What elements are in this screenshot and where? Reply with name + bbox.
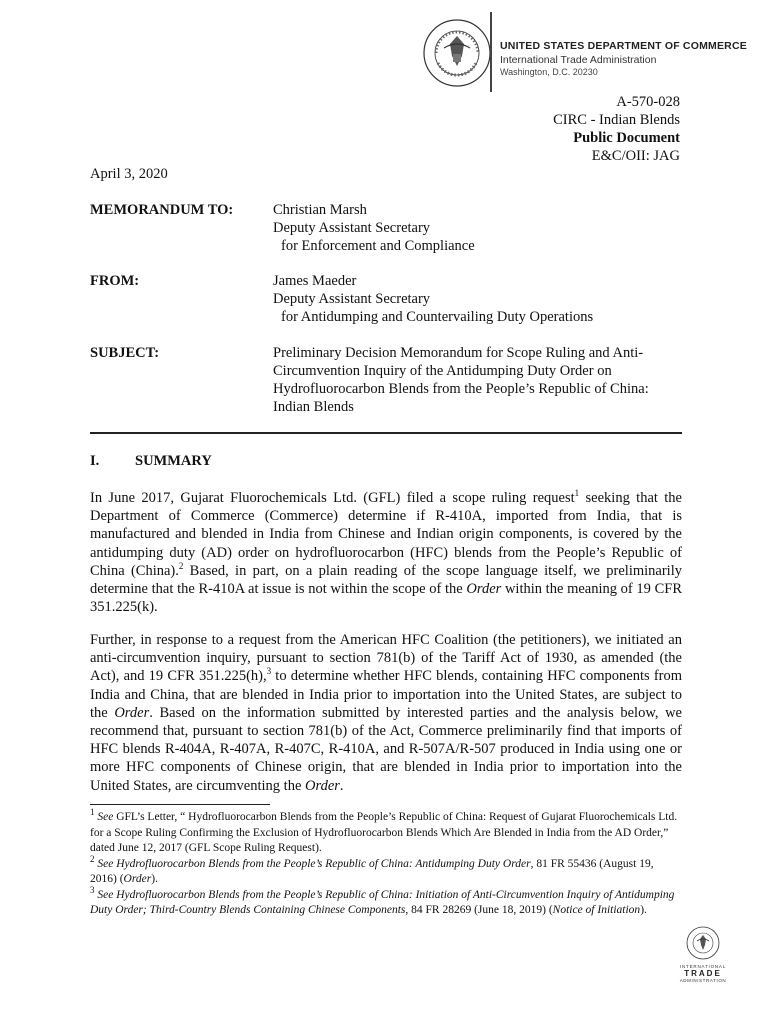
footnote-3-citation: See Hydrofluorocarbon Blends from the People’s Republic of China: Initiation of Anti-Circumvention Inquiry of Antidumping Duty Order; Third-Country Blends Containing Chinese Components (90, 888, 675, 916)
para2-text-c: . Based on the information submitted by interested parties and the analysis below, we recommend that, pursuant to section 781(b) of the Act, Commerce preliminarily find that imports of HFC blends R-404A, R-407A, R-407C, R-410A, and R-507A/R-507 produced in India using one or more HFC components of Chinese origin, that are blended in India prior to importation into the United States, are circumventing the (90, 704, 682, 794)
agency-address: Washington, D.C. 20230 (500, 67, 598, 77)
footnote-1-text: GFL’s Letter, “ Hydrofluorocarbon Blends from the People’s Republic of China: Request of Gujarat Fluorochemicals Ltd. for a Scope Ruling Confirming the Exclusion of Hydrofluorocarbon Blends Which Are Blended in India from the AD Order,” dated June 12, 2017 (GFL Scope Ruling Request). (90, 811, 678, 854)
footnote-1 (90, 807, 682, 857)
footnotes (90, 807, 682, 919)
memo-from-label: FROM: (90, 273, 140, 289)
reference-block (553, 93, 680, 165)
trade-logo-top: INTERNATIONAL (679, 964, 727, 969)
footnote-3-italic: Notice of Initiation (552, 904, 641, 916)
footnote-2-citation: See Hydrofluorocarbon Blends from the People’s Republic of China: Antidumping Duty Order (97, 857, 531, 870)
from-name: James Maeder (273, 273, 357, 289)
footnote-2-text: , 81 FR 55436 (August 19, 2016) ( (90, 857, 654, 885)
footnote-1-number: 1 (90, 807, 95, 818)
memo-date: April 3, 2020 (90, 166, 168, 182)
commerce-seal-small-icon (686, 926, 720, 960)
footnote-ref-3[interactable]: 3 (266, 666, 272, 677)
memo-subject-label: SUBJECT: (90, 345, 160, 361)
para2-order-italic: Order (114, 704, 150, 721)
para1-text-d: within the meaning of 19 CFR 351.225(k). (90, 581, 683, 616)
from-title: Deputy Assistant Secretary (273, 291, 431, 307)
para1-text-c: Based, in part, on a plain reading of the scope language itself, we preliminarily determine that the R-410A at issue is not within the scope of the (90, 562, 682, 598)
footnote-1-see: See (97, 811, 114, 823)
document-designation: Public Document (573, 130, 680, 146)
letterhead (418, 12, 747, 92)
footnote-2-number: 2 (90, 853, 95, 864)
footnote-2-italic: Order (123, 873, 152, 885)
para2-order-italic-end: Order (305, 777, 340, 794)
inquiry-name: CIRC - Indian Blends (553, 112, 680, 128)
para1-text-b: seeking that the Department of Commerce (Commerce) determine if R-410A, imported from India, that is manufactured and blended in India from Chinese and Indian origin components, is covered by the antidumping duty (AD) order on hydrofluorocarbon (HFC) blends from the People’s Republic of China (China). (90, 490, 682, 579)
footnote-ref-1[interactable]: 1 (574, 488, 580, 499)
para2-text-d: . (339, 777, 344, 794)
memo-to-value (273, 201, 693, 255)
para1-text-a: In June 2017, Gujarat Fluorochemicals Ltd. (GFL) filed a scope ruling request (90, 490, 575, 506)
para2-text-a: Further, in response to a request from the American HFC Coalition (the petitioners), we initiated an anti-circumvention inquiry, pursuant to section 781(b) of the Tariff Act of 1930, as amended (the Act), and 19 CFR 351.225(h), (90, 632, 682, 685)
office-code: E&C/OII: JAG (591, 148, 680, 164)
section-title: SUMMARY (135, 453, 212, 469)
summary-paragraph-2 (90, 631, 682, 795)
to-title: Deputy Assistant Secretary (273, 220, 431, 236)
footnote-2-end: ). (151, 873, 158, 885)
letterhead-text (500, 40, 747, 77)
ita-trade-logo (678, 926, 728, 996)
footnote-3 (90, 884, 682, 919)
department-of-commerce-seal-icon (422, 18, 492, 88)
to-name: Christian Marsh (273, 202, 367, 218)
footnote-ref-2[interactable]: 2 (178, 560, 184, 571)
agency-name: International Trade Administration (500, 54, 657, 66)
footnote-3-end: ). (640, 904, 647, 916)
department-name: UNITED STATES DEPARTMENT OF COMMERCE (500, 40, 747, 52)
memo-subject-value: Preliminary Decision Memorandum for Scope Ruling and Anti-Circumvention Inquiry of the Antidumping Duty Order on Hydrofluorocarbon Blends from the People’s Republic of China: Indian Blends (273, 345, 649, 415)
summary-paragraph-1 (90, 489, 682, 616)
trade-logo-word: TRADE (684, 969, 722, 978)
footnote-2 (90, 853, 682, 888)
memo-from-value (273, 272, 693, 326)
letterhead-divider (490, 12, 492, 92)
memo-to-label: MEMORANDUM TO: (90, 202, 234, 218)
header-divider (90, 432, 682, 434)
from-subtitle: for Antidumping and Countervailing Duty Operations (281, 309, 594, 325)
footnote-divider (90, 804, 270, 805)
section-number: I. (90, 453, 100, 469)
para2-text-b: to determine whether HFC blends, containing HFC components from India and China, that are blended in India prior to importation into the United States, are subject to the (90, 668, 683, 721)
to-subtitle: for Enforcement and Compliance (281, 238, 475, 254)
case-number: A-570-028 (616, 94, 680, 110)
trade-logo-bottom: ADMINISTRATION (679, 978, 727, 983)
footnote-3-text: , 84 FR 28269 (June 18, 2019) ( (405, 904, 553, 916)
para1-order-italic: Order (466, 581, 502, 598)
section-heading (90, 453, 212, 470)
footnote-3-number: 3 (90, 884, 95, 895)
